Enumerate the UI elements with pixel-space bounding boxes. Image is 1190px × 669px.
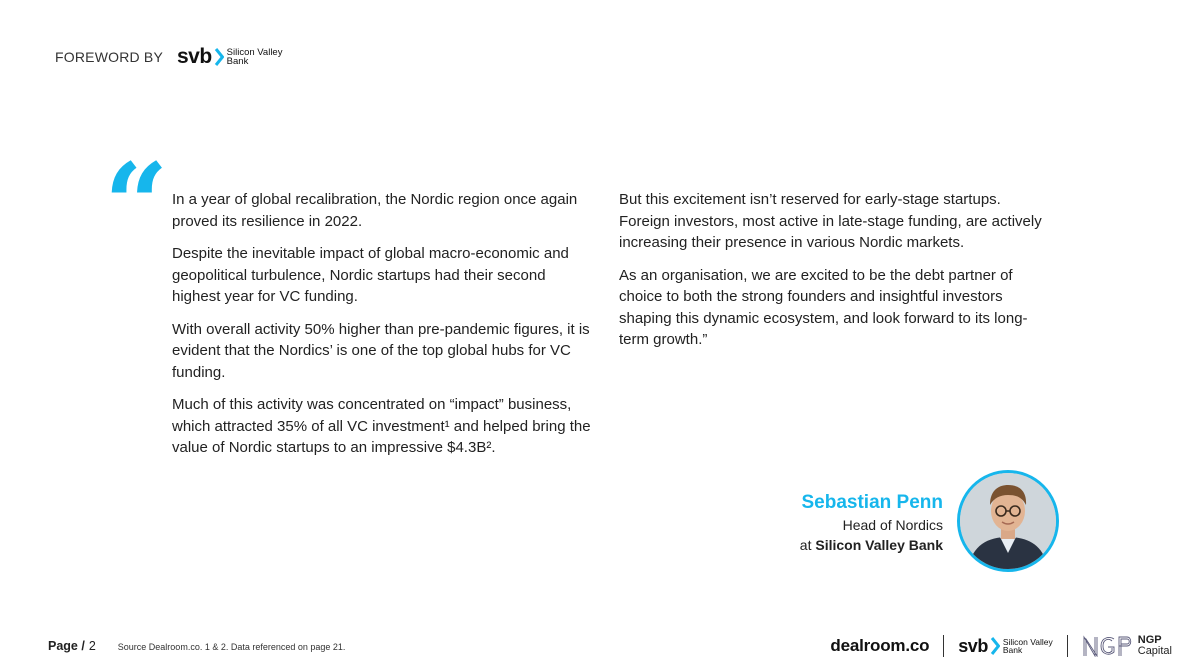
svb-logo-text <box>227 48 283 66</box>
ngp-mark-icon <box>1082 635 1134 657</box>
svb-logo-line2: Bank <box>1002 645 1023 655</box>
ngp-logo-line2: Capital <box>1137 645 1172 657</box>
footer-svb-logo <box>958 637 1052 655</box>
quote-paragraph: With overall activity 50% higher than pre-pandemic figures, it is evident that the Nordics’ is one of the top global hubs for VC funding. <box>172 320 590 381</box>
quote-paragraph: But this excitement isn’t reserved for early-stage startups. Foreign investors, most active in late-stage funding, are actively increasing their presence in various Nordic markets. <box>619 191 1042 251</box>
svb-logo-word: svb <box>958 636 988 656</box>
footer-logos <box>830 632 1172 660</box>
quote-column-right <box>619 189 1049 362</box>
quote-paragraph: In a year of global recalibration, the Nordic region once again proved its resilience in 2022. <box>172 191 578 230</box>
signature-name: Sebastian Penn <box>801 492 943 513</box>
signature-org-prefix: at <box>799 537 816 553</box>
foreword-label: FOREWORD BY <box>55 48 163 65</box>
signature-org <box>800 535 943 555</box>
svb-logo-text <box>1003 638 1053 655</box>
signature-role: Head of Nordics <box>842 517 943 533</box>
quote-paragraph: As an organisation, we are excited to be the debt partner of choice to both the strong founders and insightful investors shaping this dynamic ecosystem, and look forward to its long-term growth.” <box>619 266 1028 348</box>
dealroom-logo: dealroom.co <box>830 636 930 655</box>
portrait-avatar <box>957 470 1059 572</box>
svb-logo-line1: Silicon Valley <box>226 46 283 58</box>
svb-chevron-icon <box>990 637 1000 655</box>
ngp-logo-line1: NGP <box>1137 634 1162 646</box>
page-label: Page / <box>48 639 85 653</box>
logo-divider <box>943 635 944 657</box>
source-note: Source Dealroom.co. 1 & 2. Data referenced on page 21. <box>117 642 346 652</box>
signature <box>800 491 943 555</box>
page-number: 2 <box>88 639 96 653</box>
signature-org-name: Silicon Valley Bank <box>815 537 943 553</box>
svb-logo-word: svb <box>176 45 212 68</box>
person-photo-icon <box>960 473 1056 569</box>
svb-logo-line2: Bank <box>226 55 249 67</box>
quote-paragraph: Despite the inevitable impact of global macro-economic and geopolitical turbulence, Nordic startups had their second highest year for VC funding. <box>172 245 569 305</box>
ngp-capital-logo <box>1138 635 1172 657</box>
logo-divider <box>1067 635 1068 657</box>
svb-chevron-icon <box>214 48 224 66</box>
quote-column-left <box>172 189 592 470</box>
quote-paragraph: Much of this activity was concentrated on “impact” business, which attracted 35% of all VC investment¹ and helped bring the value of Nordic startups to an impressive $4.3B². <box>172 396 591 456</box>
svb-logo-line1: Silicon Valley <box>1002 636 1053 647</box>
header <box>55 46 282 67</box>
svb-logo <box>177 46 282 67</box>
footer-left <box>48 639 345 653</box>
quote-mark-icon: “ <box>104 140 169 271</box>
